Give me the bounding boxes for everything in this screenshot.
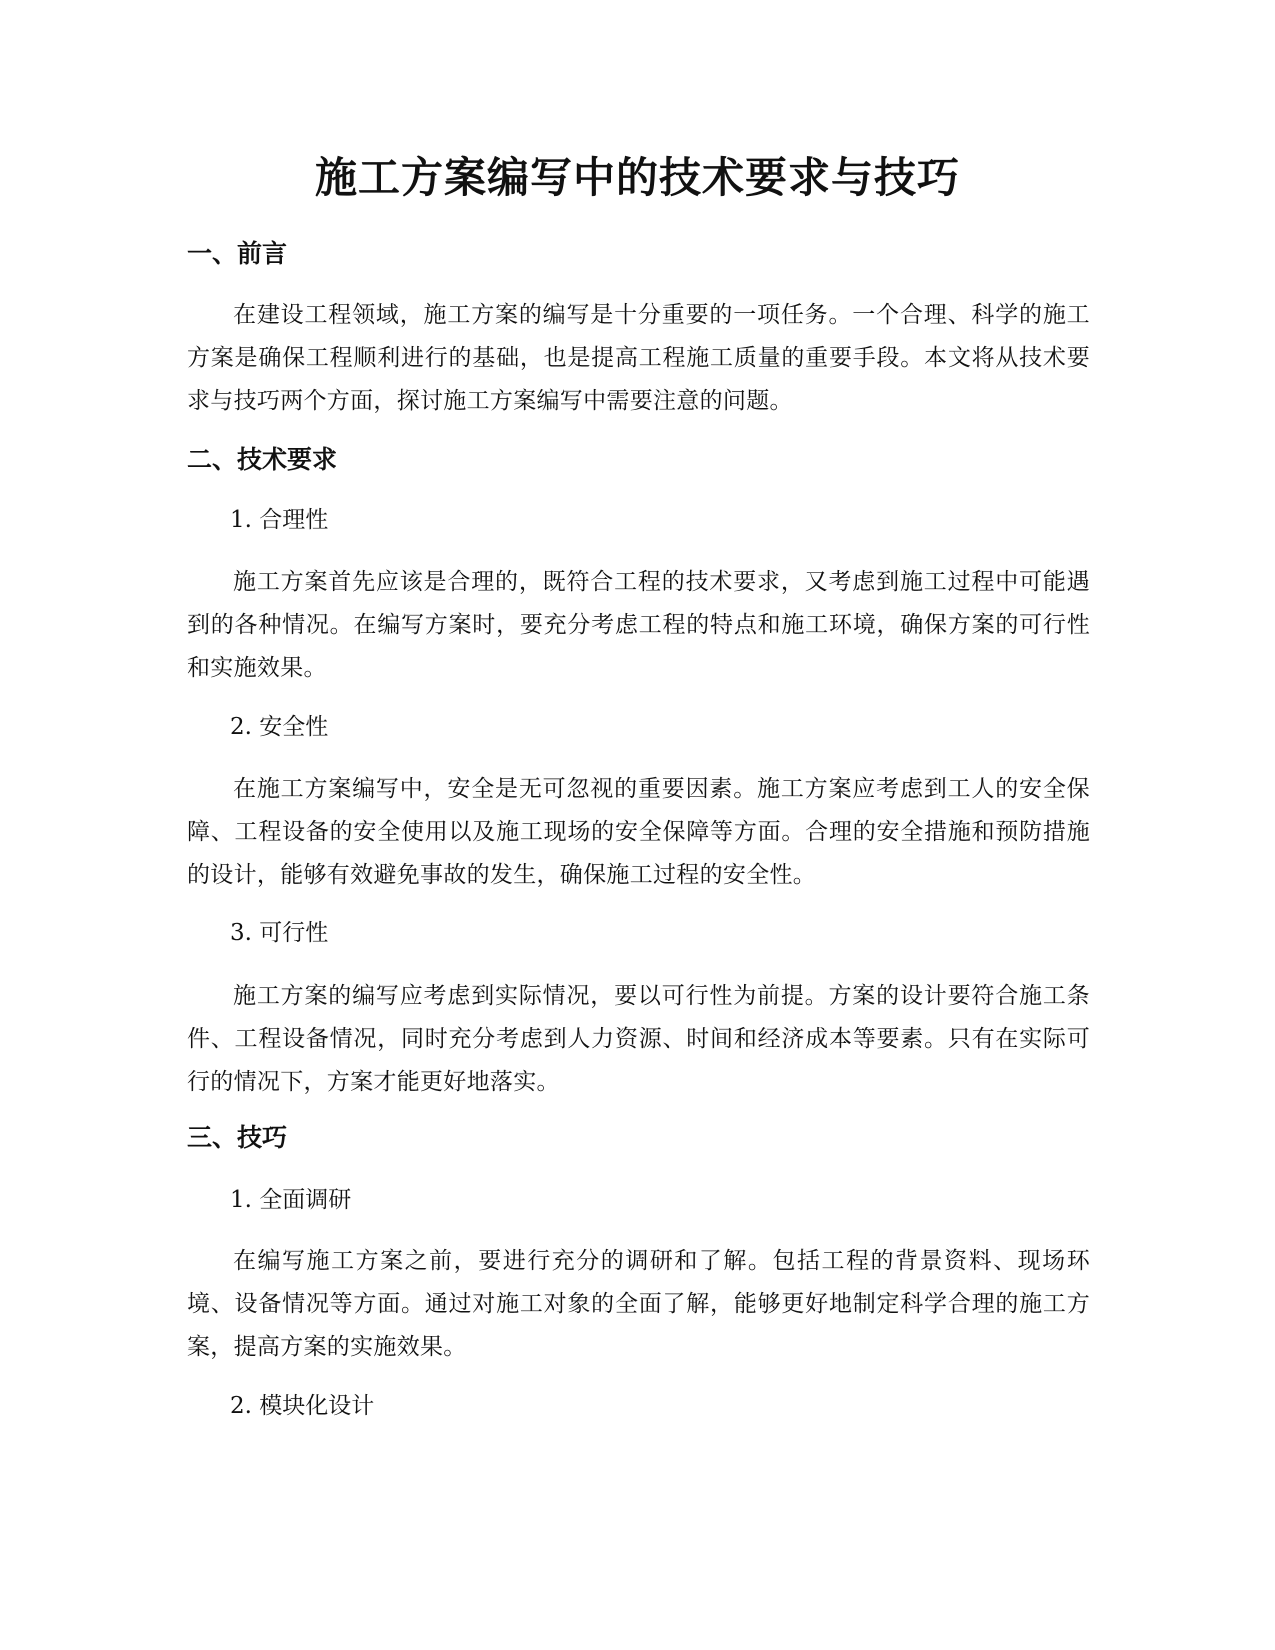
section-heading-tech-requirements: 二、技术要求 <box>187 445 338 474</box>
subheading-safety: 2. 安全性 <box>230 714 329 740</box>
section-heading-techniques: 三、技巧 <box>187 1123 288 1152</box>
rationality-paragraph: 施工方案首先应该是合理的，既符合工程的技术要求，又考虑到施工过程中可能遇到的各种情况。在编写方案时，要充分考虑工程的特点和施工环境，确保方案的可行性和实施效果。 <box>187 569 1090 681</box>
document-title: 施工方案编写中的技术要求与技巧 <box>314 153 960 202</box>
feasibility-paragraph: 施工方案的编写应考虑到实际情况，要以可行性为前提。方案的设计要符合施工条件、工程设备情况，同时充分考虑到人力资源、时间和经济成本等要素。只有在实际可行的情况下，方案才能更好地落实。 <box>187 983 1090 1095</box>
preface-paragraph: 在建设工程领域，施工方案的编写是十分重要的一项任务。一个合理、科学的施工方案是确保工程顺利进行的基础，也是提高工程施工质量的重要手段。本文将从技术要求与技巧两个方面，探讨施工方案编写中需要注意的问题。 <box>187 302 1090 414</box>
research-paragraph: 在编写施工方案之前，要进行充分的调研和了解。包括工程的背景资料、现场环境、设备情况等方面。通过对施工对象的全面了解，能够更好地制定科学合理的施工方案，提高方案的实施效果。 <box>187 1248 1090 1360</box>
subheading-rationality: 1. 合理性 <box>230 507 329 533</box>
subheading-feasibility: 3. 可行性 <box>230 920 329 946</box>
safety-paragraph: 在施工方案编写中，安全是无可忽视的重要因素。施工方案应考虑到工人的安全保障、工程设备的安全使用以及施工现场的安全保障等方面。合理的安全措施和预防措施的设计，能够有效避免事故的发生，确保施工过程的安全性。 <box>187 776 1090 888</box>
section-heading-preface: 一、前言 <box>187 239 288 268</box>
subheading-research: 1. 全面调研 <box>230 1187 352 1213</box>
subheading-modular-design: 2. 模块化设计 <box>230 1393 375 1419</box>
